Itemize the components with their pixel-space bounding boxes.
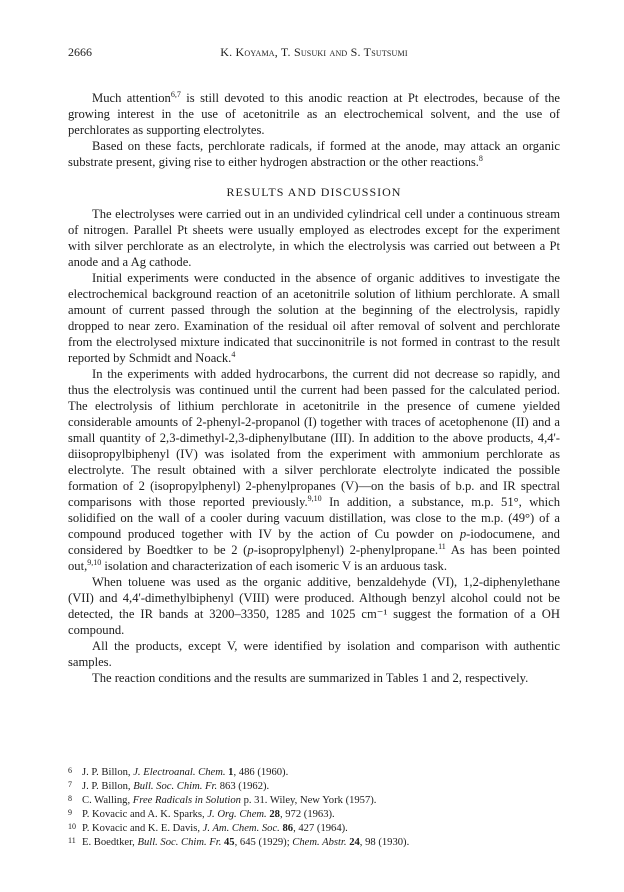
footnote-item: 9 P. Kovacic and A. K. Sparks, J. Org. Chem. 28, 972 (1963). (68, 808, 335, 820)
citation-superscript: 6,7 (170, 89, 181, 99)
footnotes (68, 766, 560, 850)
citation-superscript: 8 (478, 153, 483, 163)
results-paragraph-3: In the experiments with added hydrocarbons, the current did not decrease so rapidly, and thus the electrolysis was continued until the current had been passed for the calculated period. The electrolysis of lithium perchlorate in acetonitrile in the presence of cumene yielded considerable amounts of 2-phenyl-2-propanol (I) together with traces of acetophenone (II) and a small quantity of 2,3-dimethyl-2,3-diphenylbutane (III). In addition to the above products, 4,4'-diisopropylbiphenyl (IV) was isolated from the experiment with ammonium perchlorate as electrolyte. The result obtained with a silver perchlorate electrolyte indicated the possible formation of 2 (isopropylphenyl) 2-phenylpropanes (V)—on the basis of b.p. and IR spectral comparisons with those reported previously.$^{9,10}$ In addition, a substance, m.p. 51°, which solidified on the wall of a cooler during vacuum distillation, was close to the m.p. (49°) of a compound produced together with IV by the action of Cu powder on p-iodocumene, and considered by Boedtker to be 2 (p-isopropylphenyl) 2-phenylpropane.$^{11}$ As has been pointed out,$^{9,10}$ isolation and characterization of each isomeric V is an arduous task. (68, 367, 561, 573)
citation-superscript: 11 (438, 541, 446, 551)
intro-paragraph-2: Based on these facts, perchlorate radicals, if formed at the anode, may attack an organic substrate present, giving rise to either hydrogen abstraction or the other reactions.$^8$ (68, 139, 560, 169)
page-number: 2666 (68, 45, 92, 59)
footnote-item: 10 P. Kovacic and K. E. Davis, J. Am. Chem. Soc. 86, 427 (1964). (68, 822, 348, 834)
footnote-item: 11 E. Boedtker, Bull. Soc. Chim. Fr. 45, 645 (1929); Chem. Abstr. 24, 98 (1930). (68, 836, 410, 848)
section-heading: RESULTS AND DISCUSSION (226, 185, 402, 199)
running-header-authors: K. Koyama, T. Susuki and S. Tsutsumi (220, 45, 408, 59)
citation-superscript: 4 (231, 349, 236, 359)
citation-superscript: 9,10 (87, 557, 102, 567)
footnote-item: 6 J. P. Billon, J. Electroanal. Chem. 1, 486 (1960). (68, 766, 289, 778)
citation-superscript: 9,10 (307, 493, 322, 503)
footnote-item: 8 C. Walling, Free Radicals in Solution p. 31. Wiley, New York (1957). (68, 794, 377, 806)
results-paragraph-2: Initial experiments were conducted in the absence of organic additives to investigate the electrochemical background reaction of an acetonitrile solution of lithium perchlorate. A small amount of current passed through the solution at the beginning of the electrolysis, rapidly dropped to near zero. Examination of the residual oil after removal of solvent and perchlorate from the electrolysed mixture indicated that succinonitrile is not formed in contrast to the result reported by Schmidt and Noack.$^4$ (68, 271, 560, 365)
results-paragraph-6: The reaction conditions and the results are summarized in Tables 1 and 2, respectively. (92, 671, 529, 685)
running-header (68, 44, 560, 60)
intro-paragraph-1: Much attention$^{6,7}$ is still devoted to this anodic reaction at Pt electrodes, because of the growing interest in the use of acetonitrile as an electrochemical solvent, and the use of perchlorates as supporting electrolytes. (68, 89, 560, 137)
footnote-item: 7 J. P. Billon, Bull. Soc. Chim. Fr. 863 (1962). (68, 780, 270, 792)
main-text (68, 90, 560, 686)
results-paragraph-1: The electrolyses were carried out in an undivided cylindrical cell under a continuous stream of nitrogen. Parallel Pt sheets were usually employed as electrodes except for the experiment with silver perchlorate as an electrolyte, in which the electrolysis was carried out between a Pt anode and a Ag cathode. (68, 207, 560, 269)
results-paragraph-5: All the products, except V, were identified by isolation and comparison with authentic samples. (68, 639, 560, 669)
results-paragraph-4: When toluene was used as the organic additive, benzaldehyde (VI), 1,2-diphenylethane (VII) and 4,4'-dimethylbiphenyl (VIII) were produced. Although benzyl alcohol could not be detected, the IR bands at 3200–3350, 1285 and 1025 cm⁻¹ suggest the formation of a OH compound. (68, 575, 560, 637)
